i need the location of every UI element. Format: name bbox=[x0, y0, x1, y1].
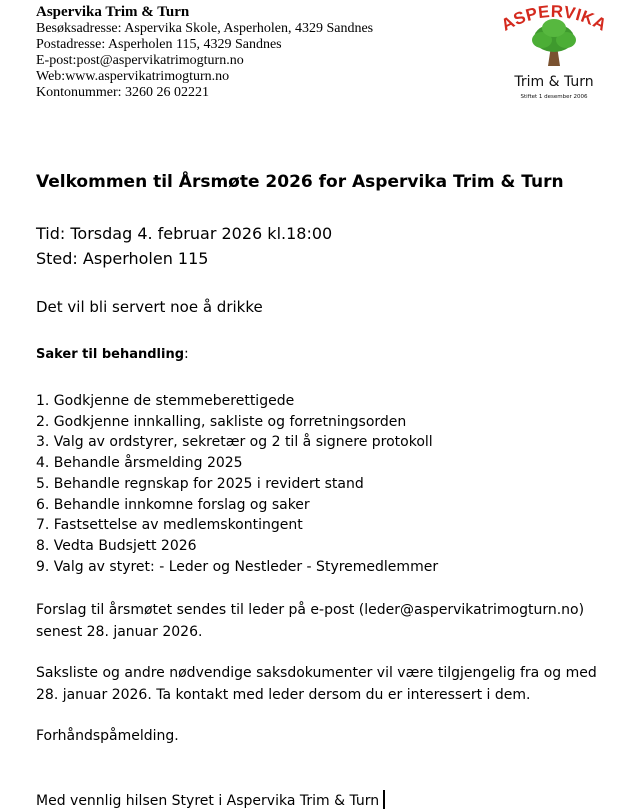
meeting-time: Tid: Torsdag 4. februar 2026 kl.18:00 bbox=[36, 224, 333, 243]
logo-top-text: ASPERVIKA bbox=[498, 2, 610, 35]
account-number: Kontonummer: 3260 26 02221 bbox=[36, 85, 210, 101]
refreshments-note: Det vil bli servert noe å drikke bbox=[36, 298, 263, 316]
aspervika-logo bbox=[496, 2, 612, 102]
signoff-text: Med vennlig hilsen Styret i Aspervika Trim & Turn bbox=[36, 793, 380, 809]
documents-line: 28. januar 2026. Ta kontakt med leder dersom du er interessert i dem. bbox=[36, 687, 531, 703]
agenda-item: 1. Godkjenne de stemmeberettigede bbox=[36, 393, 295, 409]
logo-bottom-text: Trim & Turn bbox=[514, 74, 594, 90]
agenda-item: 7. Fastsettelse av medlemskontingent bbox=[36, 517, 303, 534]
proposals-paragraph bbox=[36, 599, 606, 643]
documents-paragraph bbox=[36, 662, 606, 706]
postal-address: Postadresse: Asperholen 115, 4329 Sandnes bbox=[36, 37, 282, 53]
agenda-item: 6. Behandle innkomne forslag og saker bbox=[36, 496, 310, 513]
org-name: Aspervika Trim & Turn bbox=[36, 4, 190, 20]
agenda-item: 3. Valg av ordstyrer, sekretær og 2 til å signere protokoll bbox=[36, 434, 433, 451]
agenda-item: 5. Behandle regnskap for 2025 i revidert stand bbox=[36, 475, 364, 492]
meeting-place: Sted: Asperholen 115 bbox=[36, 249, 209, 268]
agenda-heading-label: Saker til behandling bbox=[36, 347, 185, 362]
preregistration-note: Forhåndspåmelding. bbox=[36, 728, 179, 744]
visit-address: Besøksadresse: Aspervika Skole, Asperholen, 4329 Sandnes bbox=[36, 21, 374, 36]
agenda-item: 4. Behandle årsmelding 2025 bbox=[36, 455, 243, 472]
web-address: Web:www.aspervikatrimogturn.no bbox=[36, 69, 230, 85]
signoff bbox=[36, 790, 385, 809]
agenda-list bbox=[36, 391, 438, 577]
letterhead bbox=[36, 4, 456, 101]
agenda-item: 8. Vedta Budsjett 2026 bbox=[36, 537, 197, 554]
agenda-item: 2. Godkjenne innkalling, sakliste og forretningsorden bbox=[36, 413, 407, 430]
proposals-line: senest 28. januar 2026. bbox=[36, 624, 203, 640]
documents-line: Saksliste og andre nødvendige saksdokumenter vil være tilgjengelig fra og med bbox=[36, 665, 597, 681]
agenda-item: 9. Valg av styret: - Leder og Nestleder - Styremedlemmer bbox=[36, 558, 439, 575]
page-title: Velkommen til Årsmøte 2026 for Aspervika Trim & Turn bbox=[36, 172, 564, 192]
tree-icon bbox=[532, 19, 576, 66]
agenda-heading-colon: : bbox=[184, 346, 189, 362]
proposals-line: Forslag til årsmøtet sendes til leder på e-post (leder@aspervikatrimogturn.no) bbox=[36, 602, 585, 618]
text-cursor bbox=[383, 790, 385, 809]
logo-founded-text: Stiftet 1 desember 2006 bbox=[520, 94, 588, 100]
agenda-heading bbox=[36, 346, 189, 362]
email-address: E-post:post@aspervikatrimogturn.no bbox=[36, 53, 244, 69]
